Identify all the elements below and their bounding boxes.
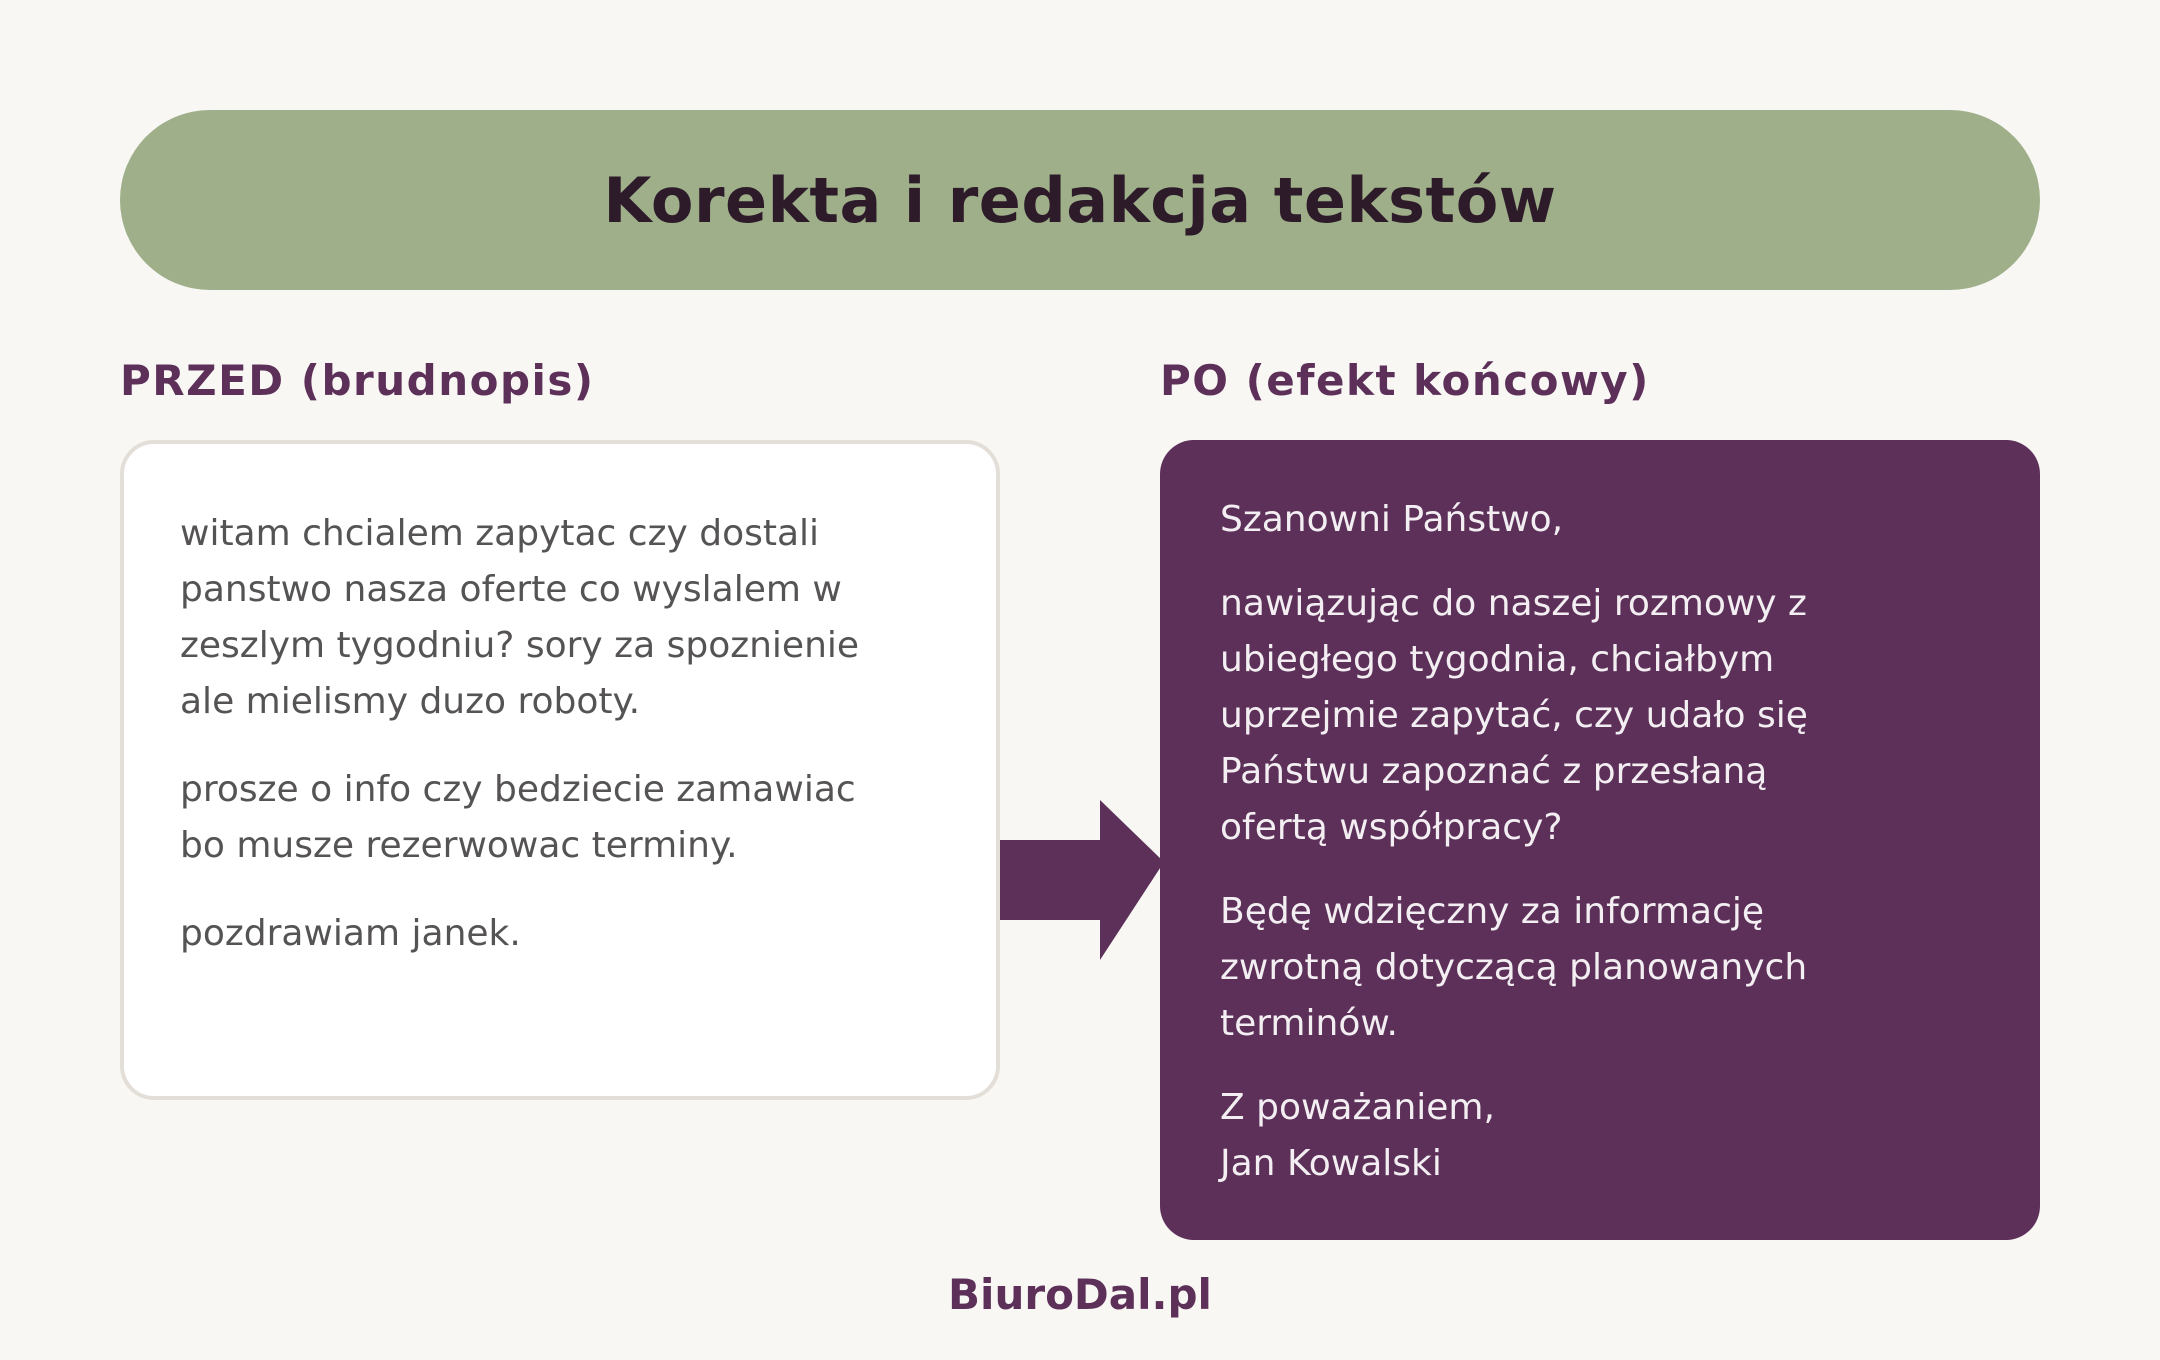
- draft-text-card: [120, 440, 1000, 1100]
- draft-paragraph: pozdrawiam janek.: [180, 913, 521, 954]
- final-paragraph: nawiązując do naszej rozmowy z ubiegłego tygodnia, chciałbym uprzejmie zapytać, czy udało się Państwu zapoznać z przesłaną ofertą współpracy?: [1220, 583, 1808, 848]
- draft-paragraph: witam chcialem zapytac czy dostali panstwo nasza oferte co wyslalem w zeszlym tygodniu? sory za spoznienie ale mielismy duzo roboty.: [180, 513, 860, 722]
- final-paragraph: Szanowni Państwo,: [1220, 499, 1564, 540]
- before-heading: PRZED (brudnopis): [120, 356, 595, 405]
- title-banner: [120, 110, 2040, 290]
- final-text-card: [1160, 440, 2040, 1240]
- arrow-shape: [1000, 800, 1164, 960]
- page-title: Korekta i redakcja tekstów: [603, 163, 1557, 237]
- final-paragraph: Z poważaniem, Jan Kowalski: [1220, 1087, 1495, 1184]
- draft-paragraph: prosze o info czy bedziecie zamawiac bo musze rezerwowac terminy.: [180, 769, 856, 866]
- arrow-right-icon: [1000, 798, 1164, 962]
- footer-brand: BiuroDal.pl: [948, 1270, 1212, 1319]
- after-heading: PO (efekt końcowy): [1160, 356, 1650, 405]
- final-paragraph: Będę wdzięczny za informację zwrotną dotyczącą planowanych terminów.: [1220, 891, 1808, 1044]
